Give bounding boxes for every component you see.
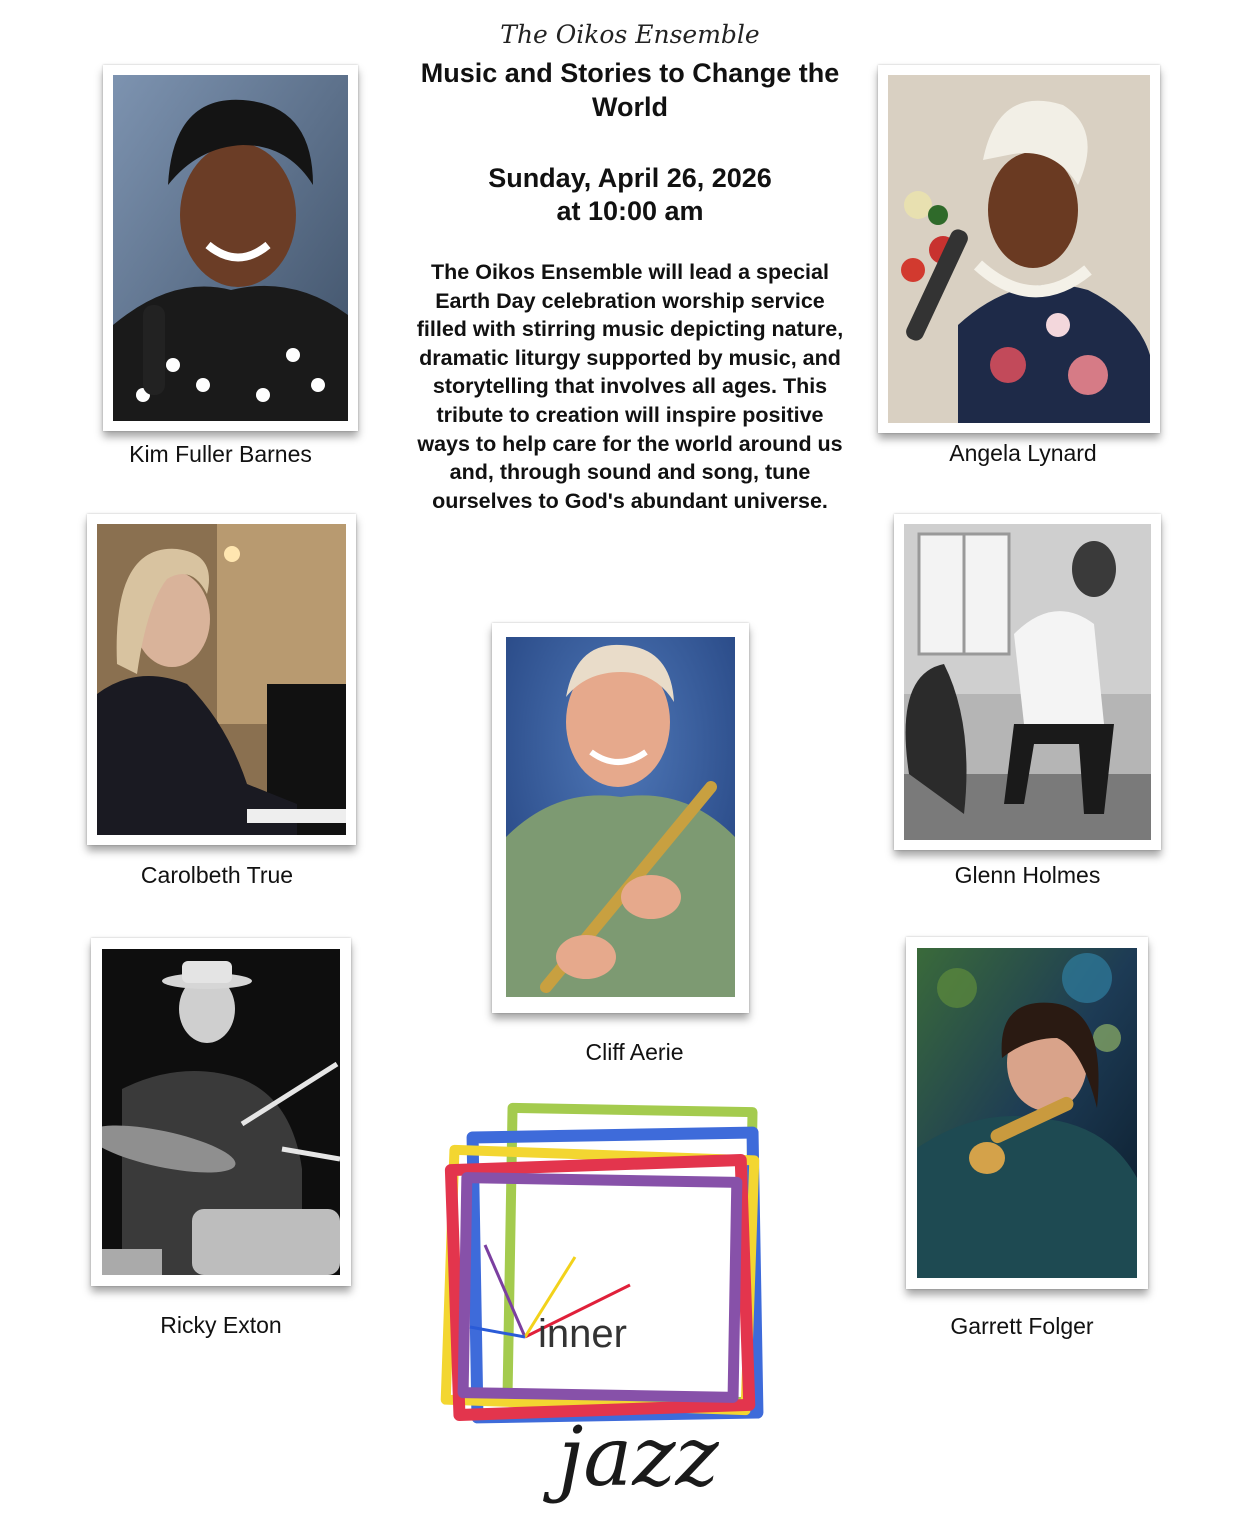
inner-jazz-logo-art [430, 1095, 790, 1505]
portrait-image [97, 524, 346, 835]
photo-garrett-folger [906, 937, 1148, 1289]
caption-garrett-folger: Garrett Folger [950, 1313, 1094, 1339]
time-line: at 10:00 am [556, 196, 704, 226]
portrait-image [917, 948, 1137, 1278]
portrait-image [888, 75, 1150, 423]
portrait-image [102, 949, 340, 1275]
ensemble-title: The Oikos Ensemble [500, 20, 760, 49]
caption-cliff-aerie: Cliff Aerie [585, 1039, 684, 1065]
photo-kim-fuller-barnes [103, 65, 358, 431]
photo-glenn-holmes [894, 514, 1161, 850]
inner-jazz-logo [430, 1095, 790, 1505]
caption-carolbeth-true: Carolbeth True [140, 862, 294, 888]
photo-ricky-exton [91, 938, 351, 1286]
caption-ricky-exton: Ricky Exton [160, 1312, 282, 1338]
caption-angela-lynard: Angela Lynard [949, 440, 1097, 466]
logo-jazz-text: jazz [558, 1410, 719, 1505]
portrait-image [113, 75, 348, 421]
caption-kim-fuller-barnes: Kim Fuller Barnes [129, 441, 312, 467]
photo-angela-lynard [878, 65, 1160, 433]
photo-carolbeth-true [87, 514, 356, 845]
logo-inner-text: inner [538, 1312, 627, 1356]
event-headline: Music and Stories to Change the World [420, 58, 840, 122]
caption-glenn-holmes: Glenn Holmes [954, 862, 1101, 888]
date-line: Sunday, April 26, 2026 [488, 163, 772, 193]
photo-cliff-aerie [492, 623, 749, 1013]
event-date [420, 162, 840, 228]
event-description: The Oikos Ensemble will lead a special Earth Day celebration worship service filled with stirring music depicting nature, dramatic liturgy supported by music, and storytelling that involves all ages. This tribute to creation will inspire positive ways to help care for the world around us and, through sound and song, tune ourselves to God's abundant universe. [416, 260, 844, 513]
portrait-image [904, 524, 1151, 840]
portrait-image [506, 637, 735, 997]
